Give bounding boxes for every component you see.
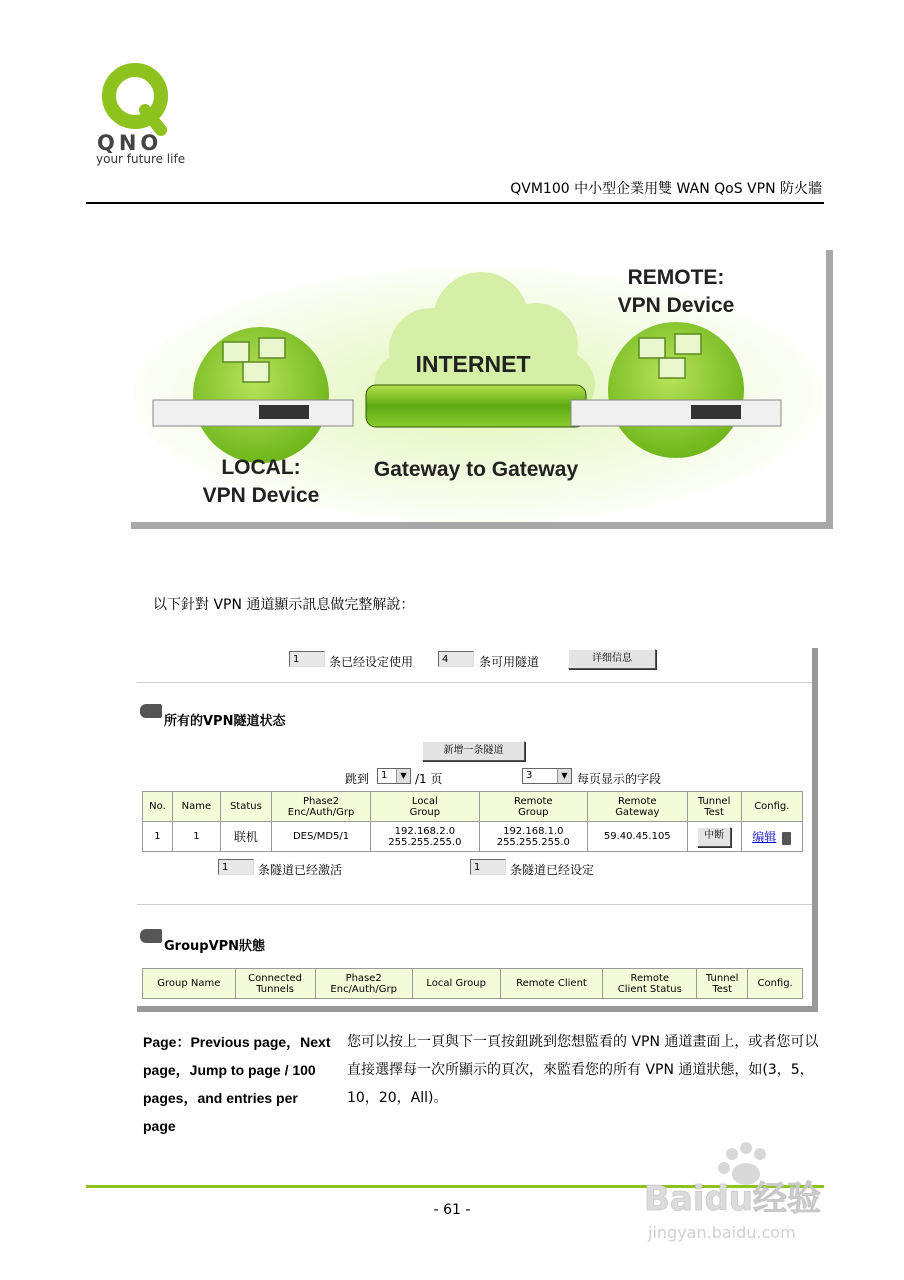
chevron-down-icon: ▼ [396,769,410,783]
cell-local-group: 192.168.2.0 255.255.255.0 [371,822,479,852]
column-header: Group Name [143,969,236,999]
jump-to-label: 跳到 [345,772,370,786]
page-total: /1 页 [415,772,443,786]
cell-name: 1 [172,822,220,852]
per-page-label: 每页显示的字段 [577,772,662,786]
groupvpn-table [142,968,803,999]
intro-text: 以下針對 VPN 通道顯示訊息做完整解說： [153,597,415,613]
divider [137,682,812,683]
cell-phase2: DES/MD5/1 [271,822,370,852]
local-label-line1: LOCAL: [221,456,301,479]
available-count-field[interactable]: 4 [438,651,474,667]
baidu-watermark [640,1140,850,1250]
page-number: - 61 - [433,1202,471,1218]
column-header: Remote Client [500,969,603,999]
used-count-field[interactable]: 1 [289,651,325,667]
gateway-label: Gateway to Gateway [373,458,579,481]
vpn-diagram [131,250,833,529]
per-page-value: 3 [526,770,533,781]
cell-remote-gateway: 59.40.45.105 [588,822,688,852]
column-header: No. [143,792,173,822]
remote-label-line1: REMOTE: [627,266,725,289]
enabled-label: 条隧道已经激活 [258,863,343,877]
definition-term: Page：Previous page，Next page，Jump to page / 100 pages，and entries per page [143,1034,331,1134]
enabled-count-field[interactable]: 1 [218,859,254,875]
column-header: Tunnel Test [687,792,741,822]
cell-tunnel-test [687,822,741,852]
column-header: Remote Client Status [603,969,697,999]
column-header: Name [172,792,220,822]
table-row [143,822,803,852]
table-header-row [143,969,803,999]
trash-icon[interactable] [782,832,791,845]
cell-status: 联机 [220,822,271,852]
jump-page-value: 1 [381,770,388,781]
column-header: Local Group [412,969,500,999]
divider [137,904,812,905]
section-tab-icon [140,704,162,718]
configured-count-field[interactable]: 1 [470,859,506,875]
table-header-row [143,792,803,822]
cell-config [741,822,802,852]
add-tunnel-button[interactable]: 新增一条隧道 [422,741,525,761]
edit-link[interactable]: 编辑 [752,830,777,844]
section-title-groupvpn: GroupVPN狀態 [164,939,266,954]
section-tab-icon [140,929,162,943]
vpn-status-screenshot [137,648,818,1012]
vpn-tunnel-table [142,791,803,852]
document-title: QVM100 中小型企業用雙 WAN QoS VPN 防火牆 [510,181,822,197]
column-header: Phase2 Enc/Auth/Grp [315,969,412,999]
column-header: Connected Tunnels [235,969,315,999]
logo-text: QNO [97,131,163,155]
column-header: Remote Gateway [588,792,688,822]
used-label: 条已经设定使用 [329,655,414,669]
jump-page-select[interactable] [377,768,411,784]
cell-remote-group: 192.168.1.0 255.255.255.0 [479,822,587,852]
column-header: Phase2 Enc/Auth/Grp [271,792,370,822]
chevron-down-icon: ▼ [557,769,571,783]
cell-no: 1 [143,822,173,852]
column-header: Config. [741,792,802,822]
local-label-line2: VPN Device [202,484,320,507]
per-page-select[interactable] [522,768,572,784]
section-title-vpn-status: 所有的VPN隧道状态 [164,714,286,729]
column-header: Remote Group [479,792,587,822]
disconnect-button[interactable]: 中断 [697,827,731,847]
available-label: 条可用隧道 [479,655,540,669]
header-rule [86,202,824,204]
configured-label: 条隧道已经设定 [510,863,595,877]
definition-description: 您可以按上一頁與下一頁按鈕跳到您想監看的 VPN 通道畫面上，或者您可以直接選擇每一次所顯示的頁次，來監看您的所有 VPN 通道狀態，如(3，5，10，20，All)。 [347,1034,819,1106]
remote-label-line2: VPN Device [617,294,735,317]
watermark-url: jingyan.baidu.com [648,1223,796,1242]
column-header: Tunnel Test [697,969,748,999]
watermark-brand: Baidu经验 [644,1179,822,1219]
detail-button[interactable]: 详细信息 [568,649,656,669]
column-header: Config. [748,969,803,999]
column-header: Status [220,792,271,822]
logo-tagline: your future life [96,152,186,166]
column-header: Local Group [371,792,479,822]
internet-label: INTERNET [415,351,531,377]
